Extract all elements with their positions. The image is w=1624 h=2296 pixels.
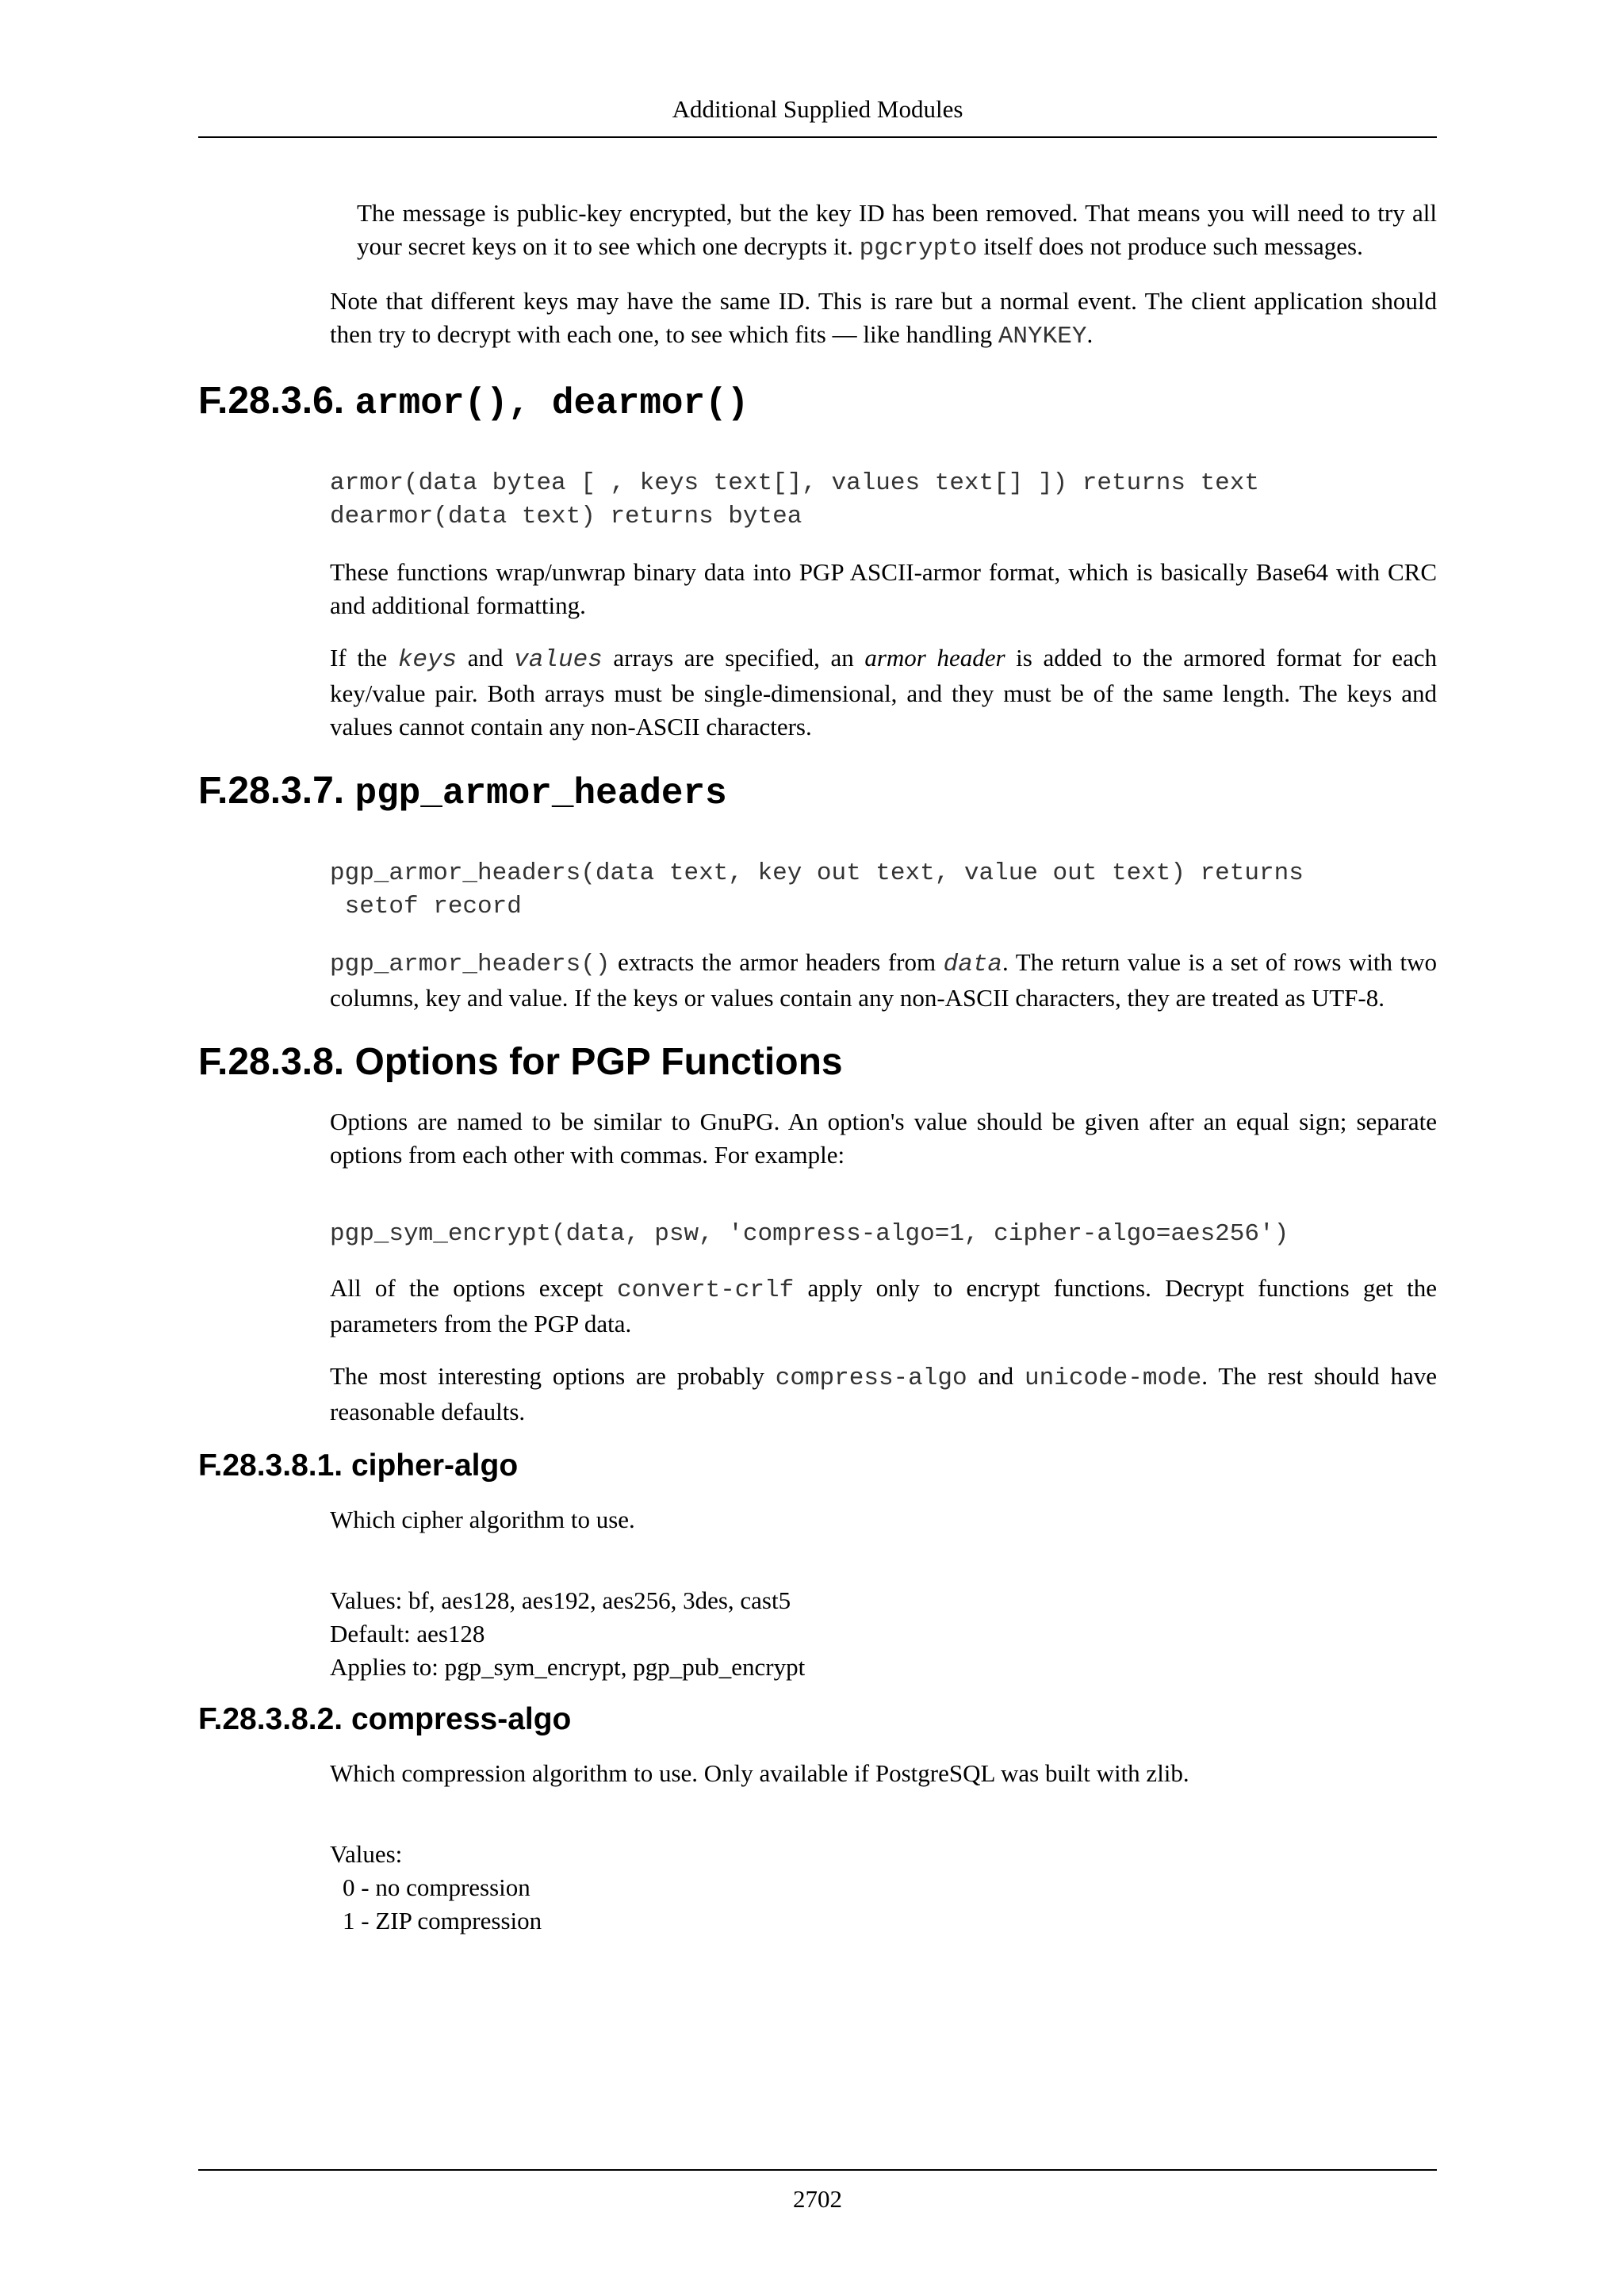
armor-header-term: armor header	[864, 644, 1005, 672]
armor-paragraph-2: If the keys and values arrays are specified, an armor header is added to the armored format for each key/value pair. Both arrays must be single-dimensional, and they must be of the same length. The keys and values cannot contain any non-ASCII characters.	[330, 644, 1437, 740]
convert-crlf-code: convert-crlf	[616, 1276, 795, 1304]
page-number: 2702	[793, 2185, 842, 2213]
options-paragraph-3: The most interesting options are probably compress-algo and unicode-mode. The rest should have reasonable defaults.	[330, 1362, 1437, 1425]
footer-rule	[198, 2169, 1437, 2171]
anykey-code: ANYKEY	[998, 323, 1087, 350]
options-paragraph-2: All of the options except convert-crlf apply only to encrypt functions. Decrypt functions get the parameters from the PGP data.	[330, 1274, 1437, 1337]
armor-paragraph-1: These functions wrap/unwrap binary data into PGP ASCII-armor format, which is basically Base64 with CRC and additional formatting.	[330, 558, 1437, 619]
options-example: pgp_sym_encrypt(data, psw, 'compress-algo=1, cipher-algo=aes256')	[330, 1220, 1289, 1248]
pgcrypto-code: pgcrypto	[859, 235, 978, 262]
section-body-pgp-options	[330, 1105, 1437, 1429]
subsection-heading-cipher-algo: F.28.3.8.1. cipher-algo	[198, 1448, 519, 1483]
compress-algo-value-0: 0 - no compression	[343, 1873, 530, 1901]
intro-paragraph: The message is public-key encrypted, but the key ID has been removed. That means you will need to try all your secret keys on it to see which one decrypts it. pgcrypto itself does not produce such messages.	[357, 199, 1437, 262]
data-param: data	[943, 951, 1003, 978]
running-header: Additional Supplied Modules	[672, 95, 963, 123]
section-heading-pgp-options: F.28.3.8. Options for PGP Functions	[198, 1041, 843, 1083]
unicode-mode-code: unicode-mode	[1025, 1364, 1202, 1392]
compress-algo-description: Which compression algorithm to use. Only available if PostgreSQL was built with zlib.	[330, 1759, 1189, 1787]
keys-param: keys	[397, 646, 458, 674]
section-heading-pgp-armor-headers: F.28.3.7. pgp_armor_headers	[198, 770, 727, 814]
cipher-algo-applies: Applies to: pgp_sym_encrypt, pgp_pub_encrypt	[330, 1653, 806, 1681]
header-rule	[198, 136, 1437, 138]
cipher-algo-description: Which cipher algorithm to use.	[330, 1506, 635, 1533]
intro-note-block	[357, 197, 1437, 266]
compress-algo-value-1: 1 - ZIP compression	[343, 1907, 542, 1934]
cipher-algo-values: Values: bf, aes128, aes192, aes256, 3des, cast5	[330, 1586, 791, 1614]
pgp-armor-headers-synopsis: pgp_armor_headers(data text, key out text, value out text) returns setof record	[330, 859, 1304, 920]
subsection-heading-compress-algo: F.28.3.8.2. compress-algo	[198, 1702, 572, 1736]
section-heading-armor: F.28.3.6. armor(), dearmor()	[198, 380, 749, 424]
compress-algo-values-label: Values:	[330, 1840, 403, 1868]
values-param: values	[514, 646, 603, 674]
pgp-armor-headers-code: pgp_armor_headers()	[330, 951, 611, 978]
subsection-body-compress-algo	[330, 1757, 1437, 1938]
section-body-pgp-armor-headers	[330, 857, 1437, 1015]
armor-synopsis: armor(data bytea [ , keys text[], values text[] ]) returns text dearmor(data text) returns bytea	[330, 469, 1259, 530]
intro-paragraph-2: Note that different keys may have the same ID. This is rare but a normal event. The client application should then try to decrypt with each one, to see which fits — like handling ANYKEY.	[330, 287, 1437, 350]
compress-algo-code: compress-algo	[775, 1364, 967, 1392]
page-content	[198, 197, 1437, 1938]
pgp-armor-headers-paragraph: pgp_armor_headers() extracts the armor headers from data. The return value is a set of rows with two columns, key and value. If the keys or values contain any non-ASCII characters, they are treated as UTF-8.	[330, 948, 1437, 1012]
options-paragraph-1: Options are named to be similar to GnuPG. An option's value should be given after an equal sign; separate options from each other with commas. For example:	[330, 1108, 1437, 1169]
section-body-armor	[330, 467, 1437, 744]
subsection-body-cipher-algo	[330, 1503, 1437, 1684]
cipher-algo-default: Default: aes128	[330, 1620, 485, 1647]
intro-note-block-2	[330, 285, 1437, 354]
